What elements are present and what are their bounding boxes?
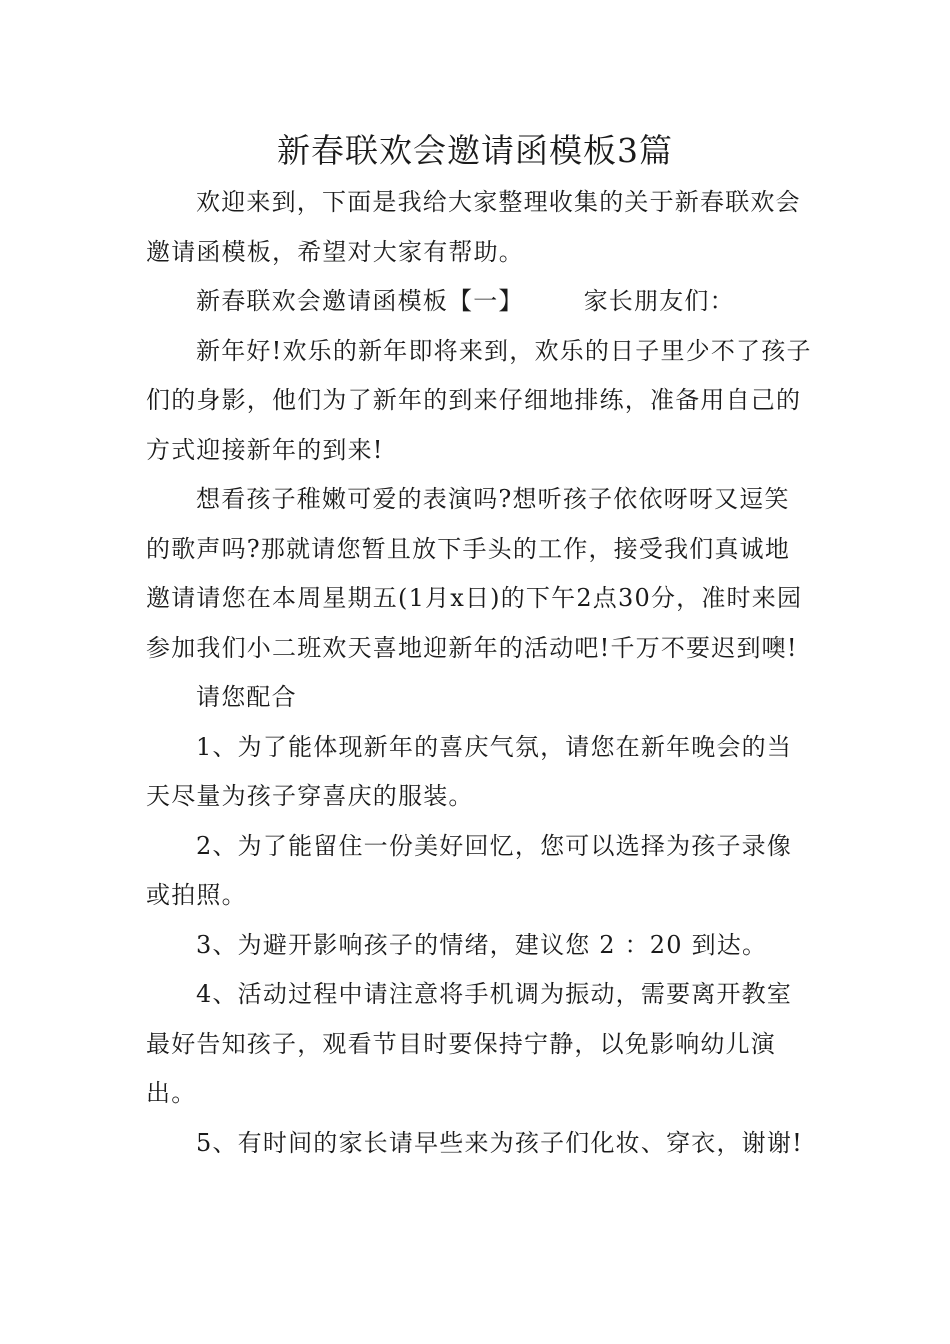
paragraph-invitation: 想看孩子稚嫩可爱的表演吗?想听孩子依依呀呀又逗笑的歌声吗?那就请您暂且放下手头的工作，接受我们真诚地邀请请您在本周星期五(1月x日)的下午2点30分，准时来园参加我们小二班欢天喜地迎新年的活动吧!千万不要迟到噢! [146, 485, 803, 662]
section-heading-line [146, 277, 814, 327]
paragraph-greeting: 新年好!欢乐的新年即将来到，欢乐的日子里少不了孩子们的身影，他们为了新年的到来仔细地排练，准备用自己的方式迎接新年的到来! [146, 336, 812, 464]
list-item-2: 2、为了能留住一份美好回忆，您可以选择为孩子录像或拍照。 [146, 831, 793, 909]
paragraph-cooperation-heading: 请您配合 [196, 683, 297, 711]
list-item-4: 4、活动过程中请注意将手机调为振动，需要离开教室最好告知孩子，观看节目时要保持宁静，以免影响幼儿演出。 [146, 980, 793, 1107]
section-heading: 新春联欢会邀请函模板【一】 [196, 287, 524, 315]
document-title: 新春联欢会邀请函模板3篇 [277, 131, 673, 170]
list-item-1: 1、为了能体现新年的喜庆气氛，请您在新年晚会的当天尽量为孩子穿喜庆的服装。 [146, 732, 793, 810]
list-item-5: 5、有时间的家长请早些来为孩子们化妆、穿衣，谢谢! [196, 1128, 803, 1157]
intro-paragraph: 欢迎来到，下面是我给大家整理收集的关于新春联欢会邀请函模板，希望对大家有帮助。 [146, 188, 801, 266]
salutation: 家长朋友们： [583, 287, 735, 315]
list-item-3: 3、为避开影响孩子的情绪，建议您 2 ：20 到达。 [196, 930, 768, 959]
document-body [146, 178, 814, 1168]
